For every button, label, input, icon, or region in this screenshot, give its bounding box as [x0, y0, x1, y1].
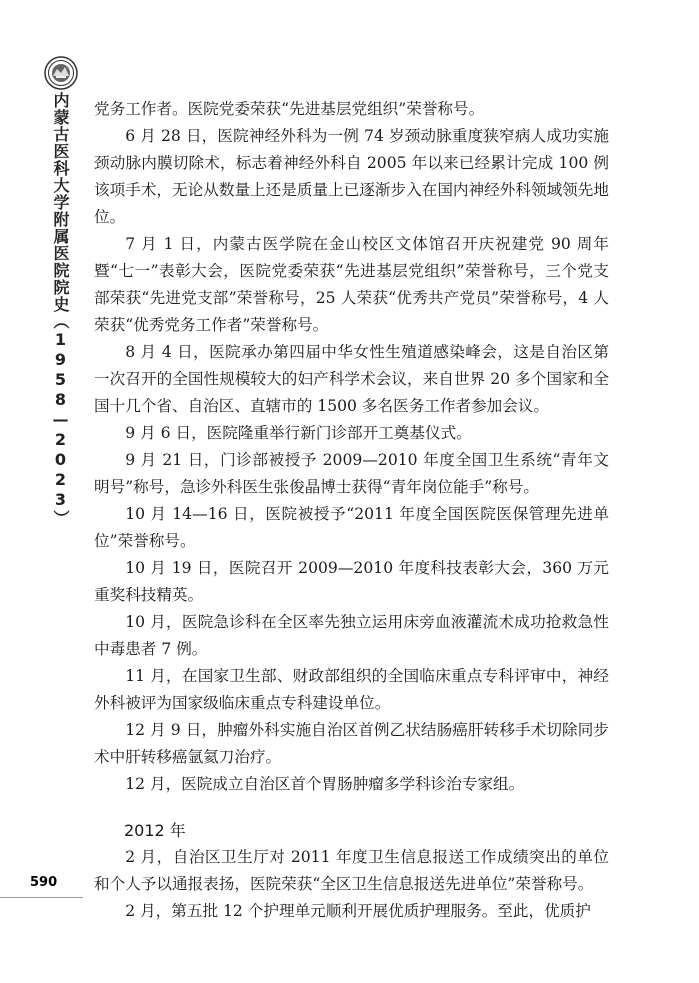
university-emblem-icon — [44, 56, 78, 90]
paragraph: 10 月，医院急诊科在全区率先独立运用床旁血液灌流术成功抢救急性中毒患者 7 例。 — [94, 613, 609, 658]
year-heading: 2012 年 — [124, 821, 186, 840]
paragraph: 9 月 21 日，门诊部被授予 2009—2010 年度全国卫生系统“青年文明号”称号，急诊外科医生张俊晶博士获得“青年岗位能手”称号。 — [94, 451, 609, 496]
paragraph: 11 月，在国家卫生部、财政部组织的全国临床重点专科评审中，神经外科被评为国家级临床重点专科建设单位。 — [94, 667, 609, 712]
paragraph: 8 月 4 日，医院承办第四届中华女性生殖道感染峰会，这是自治区第一次召开的全国性规模较大的妇产科学术会议，来自世界 20 多个国家和全国十几个省、自治区、直辖市的 1500 多名医务工作者参加会议。 — [94, 343, 609, 415]
paragraph: 10 月 14—16 日，医院被授予“2011 年度全国医院医保管理先进单位”荣誉称号。 — [94, 505, 609, 550]
page-number: 590 — [30, 875, 58, 890]
paragraph: 10 月 19 日，医院召开 2009—2010 年度科技表彰大会，360 万元重奖科技精英。 — [94, 559, 609, 604]
paragraph: 6 月 28 日，医院神经外科为一例 74 岁颈动脉重度狭窄病人成功实施颈动脉内膜切除术，标志着神经外科自 2005 年以来已经累计完成 100 例该项手术，无论从数量上还是质量上已逐渐步入在国内神经外科领域领先地位。 — [94, 127, 609, 226]
paragraph: 2 月，第五批 12 个护理单元顺利开展优质护理服务。至此，优质护 — [125, 902, 591, 920]
page-number-rule — [0, 897, 83, 898]
book-title: 内蒙古医科大学附属医院院史（1958—2023） — [51, 92, 70, 527]
paragraph: 7 月 1 日，内蒙古医学院在金山校区文体馆召开庆祝建党 90 周年暨“七一”表彰大会，医院党委荣获“先进基层党组织”荣誉称号，三个党支部荣获“先进党支部”荣誉称号，25 人荣获“优秀共产党员”荣誉称号，4 人荣获“优秀党务工作者”荣誉称号。 — [94, 235, 609, 334]
paragraph: 2 月，自治区卫生厅对 2011 年度卫生信息报送工作成绩突出的单位和个人予以通报表扬，医院荣获“全区卫生信息报送先进单位”荣誉称号。 — [94, 848, 609, 893]
paragraph: 9 月 6 日，医院隆重举行新门诊部开工奠基仪式。 — [125, 424, 472, 442]
paragraph: 12 月，医院成立自治区首个胃肠肿瘤多学科诊治专家组。 — [125, 775, 525, 793]
body-text — [94, 96, 609, 925]
paragraph: 党务工作者。医院党委荣获“先进基层党组织”荣誉称号。 — [94, 100, 485, 118]
paragraph: 12 月 9 日，肿瘤外科实施自治区首例乙状结肠癌肝转移手术切除同步术中肝转移癌氩氦刀治疗。 — [94, 721, 609, 766]
